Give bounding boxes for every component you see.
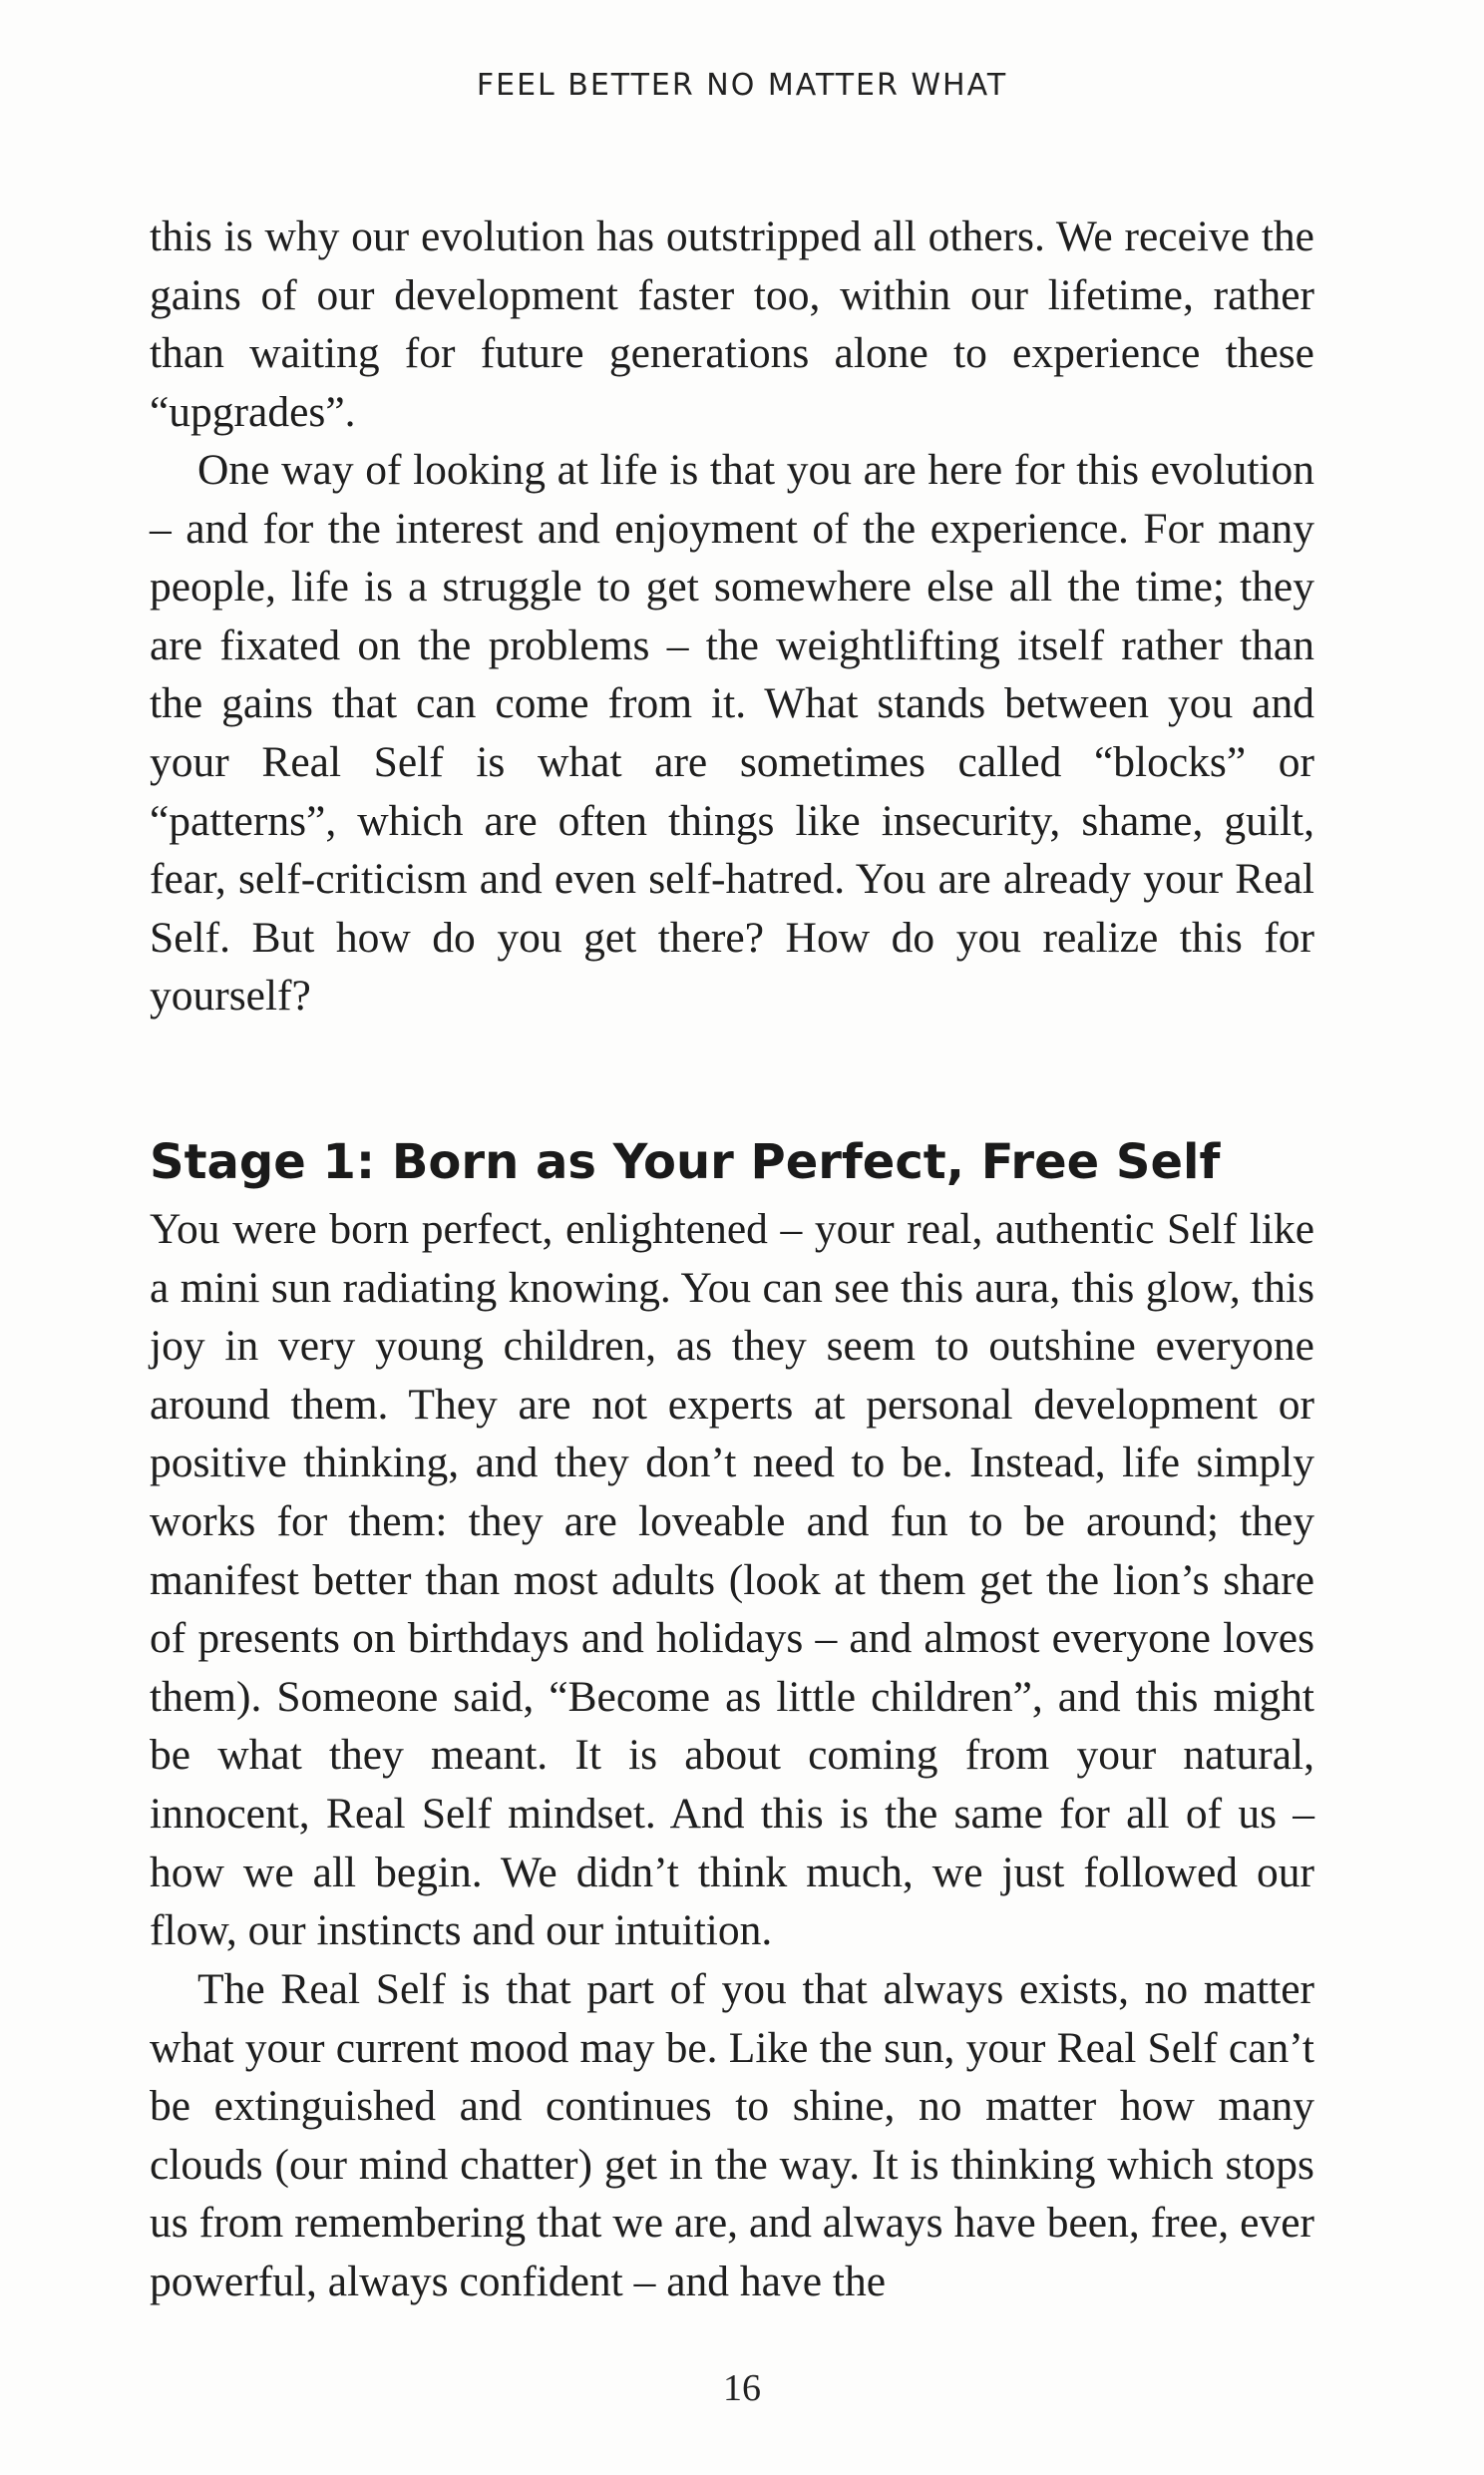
page-number: 16 xyxy=(723,2367,761,2409)
body-paragraph: The Real Self is that part of you that always exists, no matter what your current mood may be. Like the sun, your Real Self can’t be extinguished and continues to shine, no matter how many clouds (our mind chatter) get in the way. It is thinking which stops us from remembering that we are, and always have been, free, ever powerful, always confident – and have the xyxy=(150,1965,1314,2305)
running-head: FEEL BETTER NO MATTER WHAT xyxy=(476,68,1008,103)
body-paragraph: You were born perfect, enlightened – your real, authentic Self like a mini sun radiating knowing. You can see this aura, this glow, this joy in very young children, as they seem to outshine everyone around them. They are not experts at personal development or positive thinking, and they don’t need to be. Instead, life simply works for them: they are loveable and fun to be around; they manifest better than most adults (look at them get the lion’s share of presents on birthdays and holidays – and almost everyone loves them). Someone said, “Become as little children”, and this might be what they meant. It is about coming from your natural, innocent, Real Self mindset. And this is the same for all of us – how we all begin. We didn’t think much, we just followed our flow, our instincts and our intuition. xyxy=(150,1205,1314,1955)
body-paragraph: One way of looking at life is that you are here for this evolution – and for the interest and enjoyment of the experience. For many people, life is a struggle to get somewhere else all the time; they are fixated on the problems – the weightlifting itself rather than the gains that can come from it. What stands between you and your Real Self is what are sometimes called “blocks” or “patterns”, which are often things like insecurity, shame, guilt, fear, self-criticism and even self-hatred. You are already your Real Self. But how do you get there? How do you realize this for yourself? xyxy=(150,446,1314,1021)
body-paragraph: this is why our evolution has outstripped all others. We receive the gains of our development faster too, within our lifetime, rather than waiting for future generations alone to experience these “upgrades”. xyxy=(150,212,1314,436)
section-heading: Stage 1: Born as Your Perfect, Free Self xyxy=(150,1134,1221,1190)
